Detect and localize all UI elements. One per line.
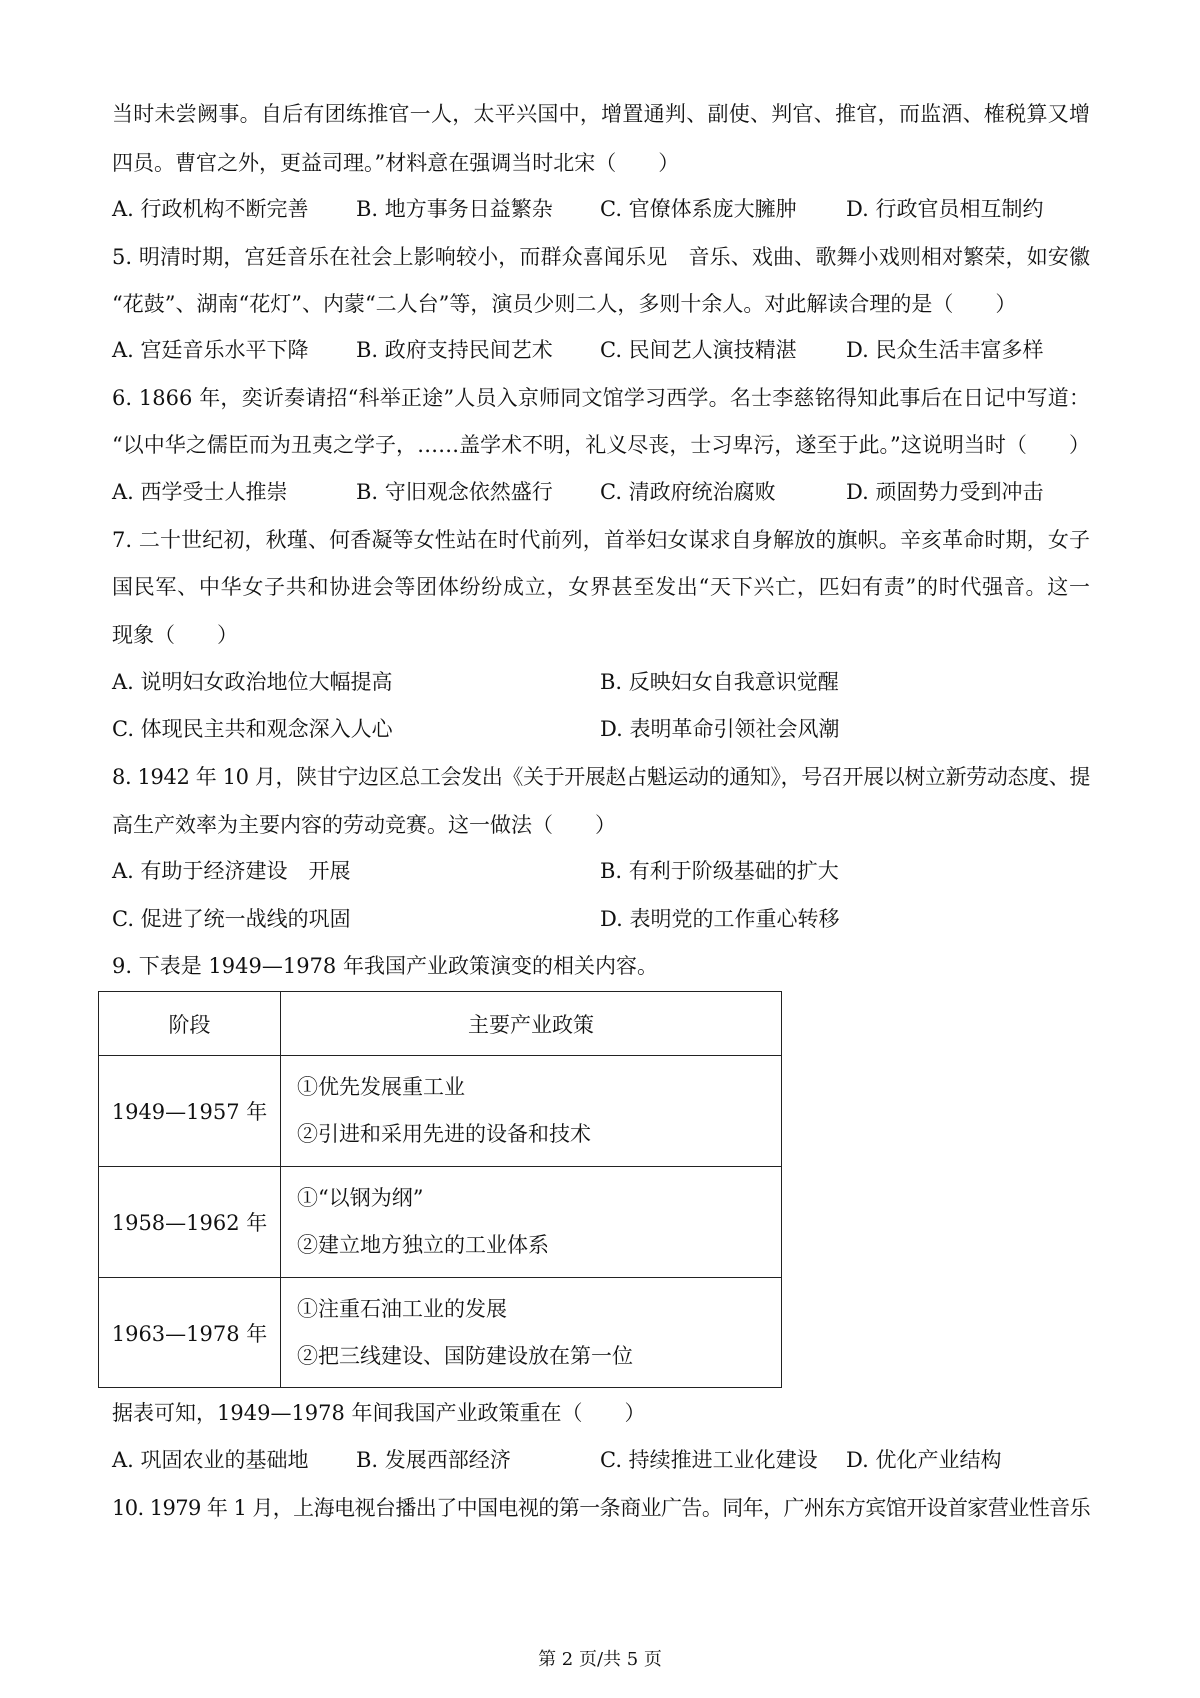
header-policy: 主要产业政策 bbox=[281, 992, 782, 1056]
q6-option-b: B. 守旧观念依然盛行 bbox=[356, 480, 553, 504]
q7-option-a: A. 说明妇女政治地位大幅提高 bbox=[112, 670, 393, 694]
q7-option-b: B. 反映妇女自我意识觉醒 bbox=[600, 670, 839, 694]
question-8-line-1: 8. 1942 年 10 月，陕甘宁边区总工会发出《关于开展赵占魁运动的通知》，号召开展以树立新劳动态度、提 bbox=[112, 765, 1090, 789]
question-10-line-1: 10. 1979 年 1 月，上海电视台播出了中国电视的第一条商业广告。同年，广州东方宾馆开设首家营业性音乐 bbox=[112, 1496, 1090, 1520]
q9-option-a: A. 巩固农业的基础地 bbox=[112, 1448, 309, 1472]
question-6-line-2: “以中华之儒臣而为丑夷之学子，……盖学术不明，礼义尽丧，士习卑污，遂至于此。”这说明当时（ ） bbox=[112, 433, 1090, 457]
q5-option-a: A. 宫廷音乐水平下降 bbox=[112, 338, 309, 362]
q4-option-a: A. 行政机构不断完善 bbox=[112, 197, 309, 221]
q6-option-c: C. 清政府统治腐败 bbox=[600, 480, 776, 504]
q5-option-d: D. 民众生活丰富多样 bbox=[846, 338, 1044, 362]
question-4-line-1: 当时未尝阙事。自后有团练推官一人，太平兴国中，增置通判、副使、判官、推官，而监酒、榷税算又增 bbox=[112, 102, 1090, 126]
policy-item: ②建立地方独立的工业体系 bbox=[297, 1233, 549, 1257]
policy-item: ②引进和采用先进的设备和技术 bbox=[297, 1122, 591, 1146]
policy-item: ②把三线建设、国防建设放在第一位 bbox=[297, 1343, 633, 1368]
question-9-stem: 9. 下表是 1949—1978 年我国产业政策演变的相关内容。 bbox=[112, 954, 658, 978]
q9-option-c: C. 持续推进工业化建设 bbox=[600, 1448, 818, 1472]
table-row bbox=[99, 1278, 782, 1388]
policy-item: ①注重石油工业的发展 bbox=[297, 1296, 507, 1321]
q4-option-c: C. 官僚体系庞大臃肿 bbox=[600, 197, 797, 221]
row-period: 1963—1978 年 bbox=[99, 1278, 281, 1388]
q6-option-d: D. 顽固势力受到冲击 bbox=[846, 480, 1044, 504]
policy-item: ①优先发展重工业 bbox=[297, 1075, 465, 1099]
question-5-line-2: “花鼓”、湖南“花灯”、内蒙“二人台”等，演员少则二人，多则十余人。对此解读合理的是（ ） bbox=[112, 292, 1017, 316]
q7-option-d: D. 表明革命引领社会风潮 bbox=[600, 717, 840, 741]
question-7-line-2: 国民军、中华女子共和协进会等团体纷纷成立，女界甚至发出“天下兴亡，匹妇有责”的时代强音。这一 bbox=[112, 575, 1090, 599]
row-policies bbox=[281, 1278, 782, 1388]
page-footer: 第 2 页/共 5 页 bbox=[538, 1649, 662, 1670]
q8-option-b: B. 有利于阶级基础的扩大 bbox=[600, 859, 839, 883]
row-period: 1958—1962 年 bbox=[99, 1167, 281, 1278]
q6-option-a: A. 西学受士人推崇 bbox=[112, 480, 288, 504]
row-policies bbox=[281, 1167, 782, 1278]
q9-option-d: D. 优化产业结构 bbox=[846, 1448, 1002, 1472]
table-header-row bbox=[99, 992, 782, 1056]
header-stage: 阶段 bbox=[99, 992, 281, 1056]
q8-option-a: A. 有助于经济建设 开展 bbox=[112, 859, 351, 883]
question-8-line-2: 高生产效率为主要内容的劳动竞赛。这一做法（ ） bbox=[112, 813, 616, 837]
q8-option-d: D. 表明党的工作重心转移 bbox=[600, 907, 840, 931]
q9-option-b: B. 发展西部经济 bbox=[356, 1448, 511, 1472]
question-7-line-3: 现象（ ） bbox=[112, 623, 238, 647]
q5-option-b: B. 政府支持民间艺术 bbox=[356, 338, 553, 362]
question-4-line-2: 四员。曹官之外，更益司理。”材料意在强调当时北宋（ ） bbox=[112, 151, 680, 175]
q7-option-c: C. 体现民主共和观念深入人心 bbox=[112, 717, 393, 741]
question-9-prompt: 据表可知，1949—1978 年间我国产业政策重在（ ） bbox=[112, 1401, 646, 1425]
question-6-line-1: 6. 1866 年，奕䜣奏请招“科举正途”人员入京师同文馆学习西学。名士李慈铭得知此事后在日记中写道： bbox=[112, 386, 1090, 410]
question-5-line-1: 5. 明清时期，宫廷音乐在社会上影响较小，而群众喜闻乐见 音乐、戏曲、歌舞小戏则相对繁荣，如安徽 bbox=[112, 245, 1090, 269]
table-row bbox=[99, 1167, 782, 1278]
table-row bbox=[99, 1056, 782, 1167]
row-period: 1949—1957 年 bbox=[99, 1056, 281, 1167]
q8-option-c: C. 促进了统一战线的巩固 bbox=[112, 907, 351, 931]
policy-item: ①“以钢为纲” bbox=[297, 1186, 424, 1210]
question-7-line-1: 7. 二十世纪初，秋瑾、何香凝等女性站在时代前列，首举妇女谋求自身解放的旗帜。辛亥革命时期，女子 bbox=[112, 528, 1090, 552]
policy-table bbox=[98, 991, 782, 1388]
q5-option-c: C. 民间艺人演技精湛 bbox=[600, 338, 797, 362]
q4-option-b: B. 地方事务日益繁杂 bbox=[356, 197, 553, 221]
q4-option-d: D. 行政官员相互制约 bbox=[846, 197, 1044, 221]
row-policies bbox=[281, 1056, 782, 1167]
